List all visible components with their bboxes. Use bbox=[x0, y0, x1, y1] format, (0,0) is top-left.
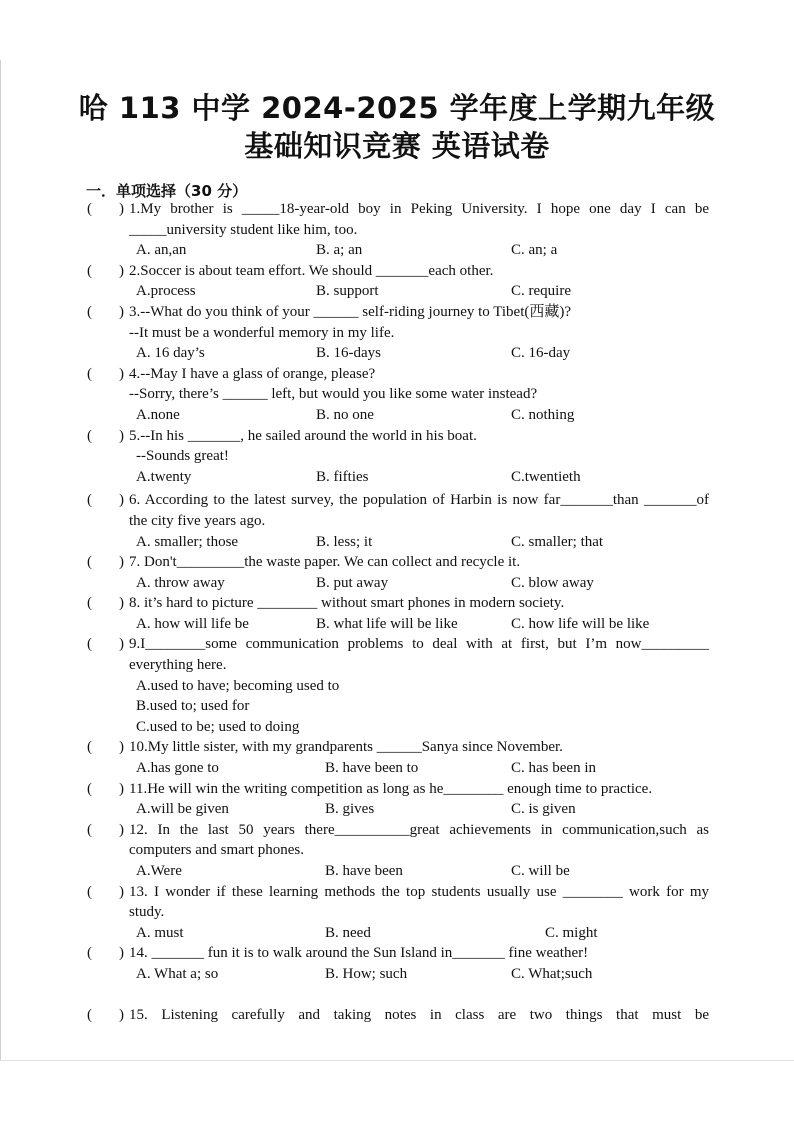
answer-paren-open[interactable]: ( bbox=[87, 636, 92, 653]
answer-paren-close: ) bbox=[119, 262, 124, 279]
question-stem: 6. According to the latest survey, the population of Harbin is now far_______than _______of the city five years ago. bbox=[129, 492, 709, 529]
option-b: B. 16-days bbox=[316, 345, 381, 362]
question-stem: 1.My brother is _____18-year-old boy in Peking University. I hope one day I can be _____university student like him, too. bbox=[129, 201, 709, 238]
option-b: B. need bbox=[325, 924, 371, 941]
option-a: A.Were bbox=[136, 863, 182, 879]
question-3 bbox=[0, 302, 794, 364]
question-13 bbox=[0, 882, 794, 944]
option-row bbox=[0, 573, 794, 594]
question-14 bbox=[0, 943, 794, 984]
answer-paren-close: ) bbox=[119, 636, 124, 653]
option-row bbox=[0, 799, 794, 820]
question-stem: 15. Listening carefully and taking notes in class are two things that must be bbox=[129, 1006, 709, 1023]
answer-paren-close: ) bbox=[119, 1006, 124, 1023]
question-stem: 13. I wonder if these learning methods the top students usually use ________ work for my study. bbox=[129, 883, 709, 921]
answer-paren-open[interactable]: ( bbox=[87, 1006, 92, 1023]
question-stem: 5.--In his _______, he sailed around the world in his boat. bbox=[129, 427, 477, 444]
question-stem: 2.Soccer is about team effort. We should _______each other. bbox=[129, 262, 494, 279]
option-row bbox=[0, 343, 794, 364]
option-a: A. 16 day’s bbox=[136, 345, 205, 362]
question-6 bbox=[0, 490, 794, 552]
answer-paren-open[interactable]: ( bbox=[87, 945, 92, 962]
question-stem: 8. it’s hard to picture ________ without smart phones in modern society. bbox=[129, 595, 565, 612]
option-a: A. throw away bbox=[136, 574, 225, 591]
option-a: A.will be given bbox=[136, 801, 229, 818]
option-b: B. what life will be like bbox=[316, 615, 458, 632]
option-c: C. has been in bbox=[511, 760, 596, 777]
question-stem: 9.I________some communication problems to deal with at first, but I’m now_________ everything here. bbox=[129, 636, 709, 674]
option-a: A. smaller; those bbox=[136, 533, 239, 550]
option-b: B.used to; used for bbox=[136, 698, 250, 715]
option-a: A. an,an bbox=[136, 242, 187, 259]
question-15 bbox=[0, 1005, 794, 1026]
answer-paren-open[interactable]: ( bbox=[87, 201, 92, 217]
option-b: B. have been to bbox=[325, 760, 419, 777]
option-a: A. must bbox=[136, 924, 184, 941]
option-a: A. What a; so bbox=[136, 965, 219, 982]
question-stem: 7. Don't_________the waste paper. We can collect and recycle it. bbox=[129, 554, 521, 571]
option-row bbox=[0, 964, 794, 985]
answer-paren-open[interactable]: ( bbox=[87, 365, 92, 382]
option-row bbox=[0, 614, 794, 635]
answer-paren-close: ) bbox=[119, 821, 124, 838]
option-b: B. gives bbox=[325, 801, 375, 818]
question-stem: 14. _______ fun it is to walk around the Sun Island in_______ fine weather! bbox=[129, 945, 589, 962]
question-2 bbox=[0, 261, 794, 302]
question-stem: 3.--What do you think of your ______ self-riding journey to Tibet(西藏)? bbox=[129, 303, 572, 320]
answer-paren-close: ) bbox=[119, 554, 124, 571]
question-1 bbox=[0, 199, 794, 261]
option-row bbox=[0, 467, 794, 488]
option-c: C. require bbox=[511, 283, 571, 300]
option-c: C. is given bbox=[511, 801, 576, 818]
dialogue-line: --Sorry, there’s ______ left, but would you like some water instead? bbox=[129, 386, 538, 403]
answer-paren-open[interactable]: ( bbox=[87, 595, 92, 612]
option-b: B. have been bbox=[325, 863, 403, 879]
answer-paren-close: ) bbox=[119, 427, 124, 444]
option-c: C.used to be; used to doing bbox=[136, 718, 300, 735]
option-row bbox=[0, 758, 794, 779]
answer-paren-close: ) bbox=[119, 739, 124, 756]
option-a: A.none bbox=[136, 406, 180, 423]
option-b: B. less; it bbox=[316, 533, 373, 550]
section-heading: 一．单项选择（30 分） bbox=[86, 182, 248, 200]
option-row bbox=[0, 405, 794, 426]
question-stem: 4.--May I have a glass of orange, please? bbox=[129, 365, 376, 382]
question-5 bbox=[0, 426, 794, 488]
option-c: C. will be bbox=[511, 863, 570, 879]
option-c: C. nothing bbox=[511, 406, 575, 423]
option-c: C. What;such bbox=[511, 965, 593, 982]
question-list bbox=[0, 199, 794, 1025]
answer-paren-close: ) bbox=[119, 303, 124, 320]
question-4 bbox=[0, 364, 794, 426]
question-8 bbox=[0, 593, 794, 634]
question-10 bbox=[0, 737, 794, 778]
page-bottom-edge bbox=[0, 1060, 794, 1061]
option-c: C. an; a bbox=[511, 242, 558, 259]
option-a: A.process bbox=[136, 283, 196, 300]
option-b: B. How; such bbox=[325, 965, 408, 982]
question-9 bbox=[0, 634, 794, 737]
option-row bbox=[0, 281, 794, 302]
option-c: C. how life will be like bbox=[511, 615, 650, 632]
answer-paren-open[interactable]: ( bbox=[87, 262, 92, 279]
answer-paren-close: ) bbox=[119, 780, 124, 797]
answer-paren-open[interactable]: ( bbox=[87, 739, 92, 756]
answer-paren-open[interactable]: ( bbox=[87, 821, 92, 838]
answer-paren-open[interactable]: ( bbox=[87, 427, 92, 444]
question-7 bbox=[0, 552, 794, 593]
question-11 bbox=[0, 779, 794, 820]
answer-paren-close: ) bbox=[119, 883, 124, 900]
question-stem: 12. In the last 50 years there__________great achievements in communication,such as computers and smart phones. bbox=[129, 821, 709, 859]
option-b: B. put away bbox=[316, 574, 389, 591]
option-a: A.twenty bbox=[136, 468, 192, 485]
answer-paren-close: ) bbox=[119, 492, 124, 509]
answer-paren-close: ) bbox=[119, 595, 124, 612]
option-c: C. might bbox=[545, 924, 598, 941]
answer-paren-open[interactable]: ( bbox=[87, 492, 92, 509]
answer-paren-open[interactable]: ( bbox=[87, 780, 92, 797]
answer-paren-close: ) bbox=[119, 945, 124, 962]
option-b: B. a; an bbox=[316, 242, 363, 259]
dialogue-line: --Sounds great! bbox=[136, 448, 229, 465]
option-a: A. how will life be bbox=[136, 615, 249, 632]
option-c: C. smaller; that bbox=[511, 533, 604, 550]
option-row bbox=[0, 532, 794, 553]
option-a: A.has gone to bbox=[136, 760, 219, 777]
answer-paren-open[interactable]: ( bbox=[87, 303, 92, 320]
answer-paren-close: ) bbox=[119, 365, 124, 382]
option-c: C.twentieth bbox=[511, 468, 581, 485]
exam-title-line-2: 基础知识竞赛 英语试卷 bbox=[244, 129, 550, 163]
option-c: C. 16-day bbox=[511, 345, 571, 362]
question-stem: 11.He will win the writing competition as long as he________ enough time to practice. bbox=[129, 780, 653, 797]
option-row bbox=[0, 240, 794, 261]
option-b: B. fifties bbox=[316, 468, 369, 485]
question-stem: 10.My little sister, with my grandparents ______Sanya since November. bbox=[129, 739, 563, 756]
option-b: B. support bbox=[316, 283, 379, 300]
dialogue-line: --It must be a wonderful memory in my life. bbox=[129, 324, 395, 341]
answer-paren-close: ) bbox=[119, 201, 124, 217]
answer-paren-open[interactable]: ( bbox=[87, 883, 92, 900]
answer-paren-open[interactable]: ( bbox=[87, 554, 92, 571]
option-row bbox=[0, 861, 794, 882]
option-b: B. no one bbox=[316, 406, 374, 423]
option-c: C. blow away bbox=[511, 574, 594, 591]
exam-title-line-1: 哈 113 中学 2024-2025 学年度上学期九年级 bbox=[78, 91, 716, 125]
option-row bbox=[0, 923, 794, 944]
question-12 bbox=[0, 820, 794, 882]
option-a: A.used to have; becoming used to bbox=[136, 677, 340, 694]
